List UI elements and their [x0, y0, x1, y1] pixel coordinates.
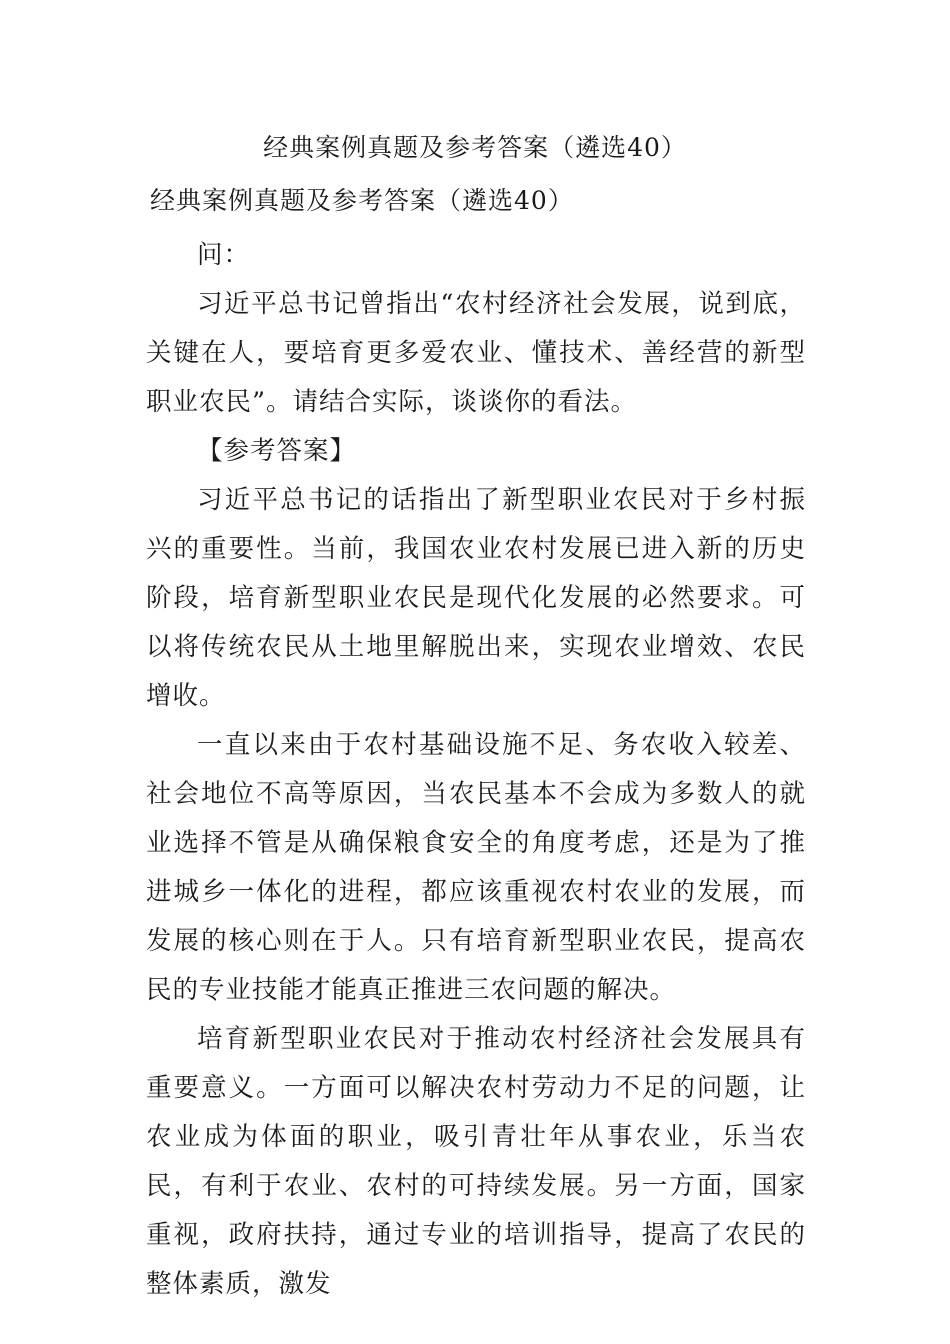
document-body [146, 231, 806, 1309]
answer-paragraph-1: 习近平总书记的话指出了新型职业农民对于乡村振兴的重要性。当前，我国农业农村发展已进入新的历史阶段，培育新型职业农民是现代化发展的必然要求。可以将传统农民从土地里解脱出来，实现农业增效、农民增收。 [146, 485, 806, 711]
document-subtitle: 经典案例真题及参考答案（遴选40） [150, 186, 574, 215]
answer-paragraph-3: 培育新型职业农民对于推动农村经济社会发展具有重要意义。一方面可以解决农村劳动力不足的问题，让农业成为体面的职业，吸引青壮年从事农业，乐当农民，有利于农业、农村的可持续发展。另一方面，国家重视，政府扶持，通过专业的培训指导，提高了农民的整体素质，激发 [146, 1024, 806, 1299]
document-title: 经典案例真题及参考答案（遴选40） [263, 133, 687, 162]
answer-label: 【参考答案】 [197, 436, 357, 466]
question-label: 问： [197, 240, 251, 270]
question-text: 习近平总书记曾指出“农村经济社会发展，说到底，关键在人，要培育更多爱农业、懂技术、善经营的新型职业农民”。请结合实际，谈谈你的看法。 [146, 289, 806, 417]
answer-paragraph-2: 一直以来由于农村基础设施不足、务农收入较差、社会地位不高等原因，当农民基本不会成为多数人的就业选择不管是从确保粮食安全的角度考虑，还是为了推进城乡一体化的进程，都应该重视农村农业的发展，而发展的核心则在于人。只有培育新型职业农民，提高农民的专业技能才能真正推进三农问题的解决。 [146, 730, 806, 1005]
